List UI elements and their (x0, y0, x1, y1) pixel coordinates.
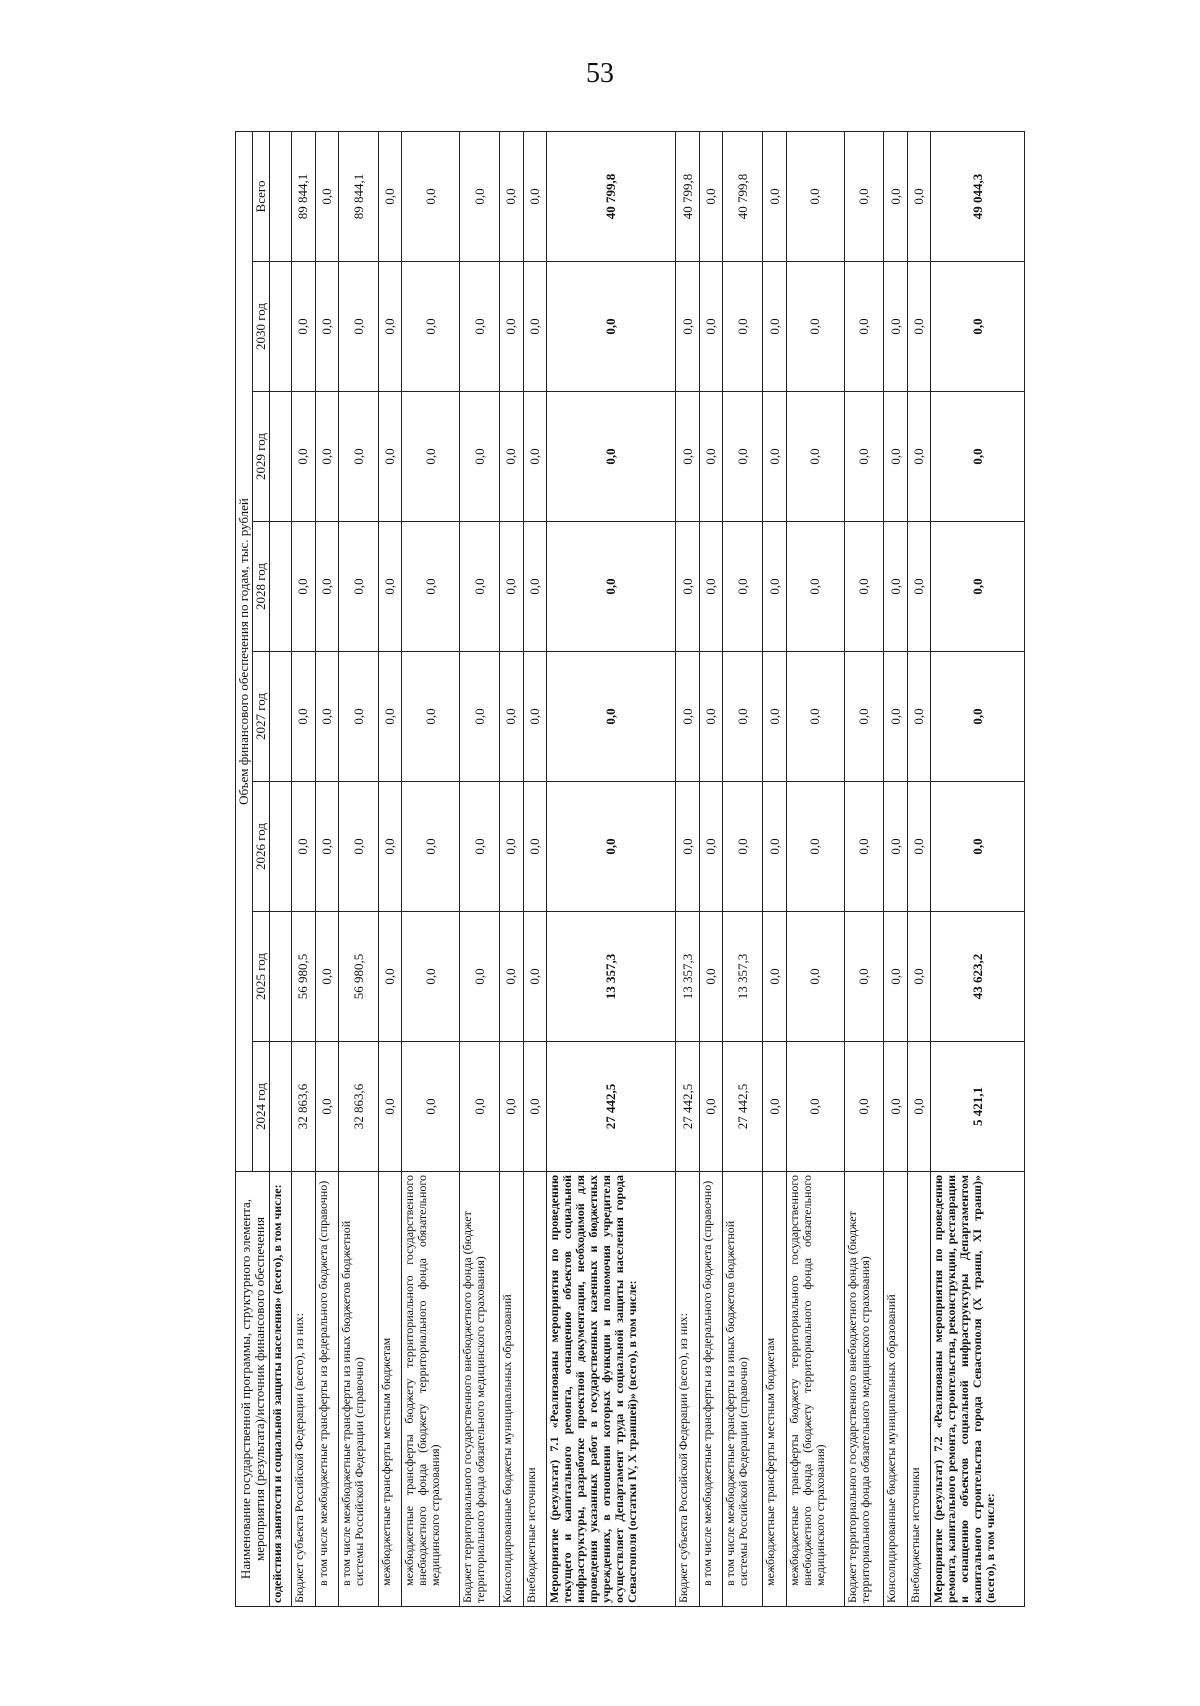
cell-year-value (270, 782, 292, 912)
cell-year-value: 56 980,5 (339, 912, 379, 1042)
cell-year-value: 0,0 (844, 782, 884, 912)
cell-year-value: 0,0 (676, 782, 700, 912)
table-row (884, 131, 908, 1606)
table-body (270, 131, 1025, 1606)
cell-year-value: 0,0 (699, 262, 723, 392)
cell-year-value: 0,0 (699, 522, 723, 652)
cell-year-value: 0,0 (723, 262, 763, 392)
cell-total: 0,0 (523, 131, 547, 261)
cell-year-value: 0,0 (931, 652, 1025, 782)
cell-year-value: 0,0 (460, 912, 500, 1042)
cell-year-value: 0,0 (339, 392, 379, 522)
cell-year-value: 0,0 (547, 262, 676, 392)
cell-year-value: 0,0 (699, 392, 723, 522)
row-source-name: межбюджетные трансферты бюджету территориального государственного внебюджетного фонда (бюджету территориального фонда обязательного медицинского страхования) (786, 1172, 844, 1607)
cell-year-value: 0,0 (763, 262, 787, 392)
header-year: 2027 год (253, 652, 270, 782)
cell-year-value: 0,0 (931, 262, 1025, 392)
cell-total: 0,0 (844, 131, 884, 261)
header-year: 2028 год (253, 522, 270, 652)
cell-year-value: 0,0 (378, 262, 402, 392)
cell-year-value: 0,0 (676, 652, 700, 782)
table-row (270, 131, 292, 1606)
cell-total: 0,0 (315, 131, 339, 261)
row-source-name: межбюджетные трансферты местным бюджетам (378, 1172, 402, 1607)
table-row (315, 131, 339, 1606)
cell-year-value: 0,0 (931, 782, 1025, 912)
cell-total: 0,0 (460, 131, 500, 261)
cell-year-value: 0,0 (907, 912, 931, 1042)
cell-year-value: 0,0 (315, 912, 339, 1042)
cell-total: 49 044,3 (931, 131, 1025, 261)
cell-year-value: 0,0 (763, 392, 787, 522)
cell-year-value: 0,0 (723, 392, 763, 522)
header-year: 2026 год (253, 782, 270, 912)
cell-year-value: 0,0 (699, 652, 723, 782)
cell-year-value: 0,0 (699, 912, 723, 1042)
cell-year-value (270, 652, 292, 782)
cell-year-value: 0,0 (786, 522, 844, 652)
cell-year-value: 0,0 (500, 912, 524, 1042)
cell-year-value (270, 522, 292, 652)
cell-year-value: 0,0 (339, 652, 379, 782)
page-number: 53 (586, 58, 614, 89)
cell-year-value: 0,0 (931, 522, 1025, 652)
table-row (339, 131, 379, 1606)
cell-year-value: 0,0 (402, 522, 460, 652)
cell-year-value: 0,0 (315, 652, 339, 782)
cell-total: 0,0 (699, 131, 723, 261)
cell-year-value: 0,0 (402, 262, 460, 392)
cell-total: 0,0 (378, 131, 402, 261)
cell-year-value: 0,0 (378, 1042, 402, 1172)
table-row (763, 131, 787, 1606)
table-row (699, 131, 723, 1606)
cell-year-value: 0,0 (523, 912, 547, 1042)
cell-year-value: 0,0 (676, 262, 700, 392)
cell-year-value: 0,0 (315, 392, 339, 522)
cell-year-value: 0,0 (884, 782, 908, 912)
cell-year-value: 0,0 (786, 392, 844, 522)
cell-year-value: 0,0 (378, 392, 402, 522)
cell-year-value: 0,0 (931, 392, 1025, 522)
header-total: Всего (253, 131, 270, 261)
table-row (723, 131, 763, 1606)
cell-year-value: 27 442,5 (547, 1042, 676, 1172)
cell-year-value: 0,0 (884, 392, 908, 522)
header-row-1 (236, 131, 253, 1606)
cell-year-value: 0,0 (402, 392, 460, 522)
table-row (460, 131, 500, 1606)
cell-year-value: 0,0 (402, 782, 460, 912)
row-source-name: содействия занятости и социальной защиты населения» (всего), в том числе: (270, 1172, 292, 1607)
cell-year-value: 0,0 (523, 392, 547, 522)
cell-year-value: 0,0 (844, 652, 884, 782)
row-source-name: Бюджет субъекта Российской Федерации (всего), из них: (292, 1172, 316, 1607)
cell-year-value (270, 1042, 292, 1172)
cell-year-value: 0,0 (315, 782, 339, 912)
cell-year-value: 0,0 (523, 782, 547, 912)
header-year: 2030 год (253, 262, 270, 392)
cell-year-value: 56 980,5 (292, 912, 316, 1042)
table-row (786, 131, 844, 1606)
row-source-name: Бюджет территориального государственного внебюджетного фонда (бюджет территориального фонда обязательного медицинского страхования) (460, 1172, 500, 1607)
row-source-name: в том числе межбюджетные трансферты из иных бюджетов бюджетной системы Российской Федерации (справочно) (339, 1172, 379, 1607)
table-row (523, 131, 547, 1606)
cell-total: 40 799,8 (676, 131, 700, 261)
cell-total: 0,0 (907, 131, 931, 261)
cell-year-value: 43 623,2 (931, 912, 1025, 1042)
cell-year-value: 0,0 (547, 392, 676, 522)
cell-year-value: 0,0 (523, 1042, 547, 1172)
cell-year-value: 0,0 (786, 1042, 844, 1172)
cell-year-value: 0,0 (884, 1042, 908, 1172)
cell-year-value: 0,0 (844, 392, 884, 522)
cell-year-value: 0,0 (884, 262, 908, 392)
cell-year-value: 0,0 (402, 1042, 460, 1172)
cell-year-value: 0,0 (500, 392, 524, 522)
cell-year-value: 0,0 (786, 912, 844, 1042)
table-row (547, 131, 676, 1606)
cell-year-value: 0,0 (460, 392, 500, 522)
cell-total (270, 131, 292, 261)
cell-year-value (270, 392, 292, 522)
row-source-name: Мероприятие (результат) 7.1 «Реализованы мероприятия по проведению текущего и капитального ремонта, оснащению объектов социальной инфраструктуры, разработке проектной документации, необходимой для проведения указанных работ в государственных казенных и бюджетных учреждениях, в отношении которых функции и полномочия учредителя осуществляет Департамент труда и социальной защиты населения города Севастополя (остатки IV, X траншей)» (всего), в том числе: (547, 1172, 676, 1607)
cell-year-value: 0,0 (884, 522, 908, 652)
cell-year-value: 27 442,5 (676, 1042, 700, 1172)
cell-year-value (270, 912, 292, 1042)
table-row (676, 131, 700, 1606)
cell-year-value: 0,0 (723, 782, 763, 912)
cell-total: 40 799,8 (547, 131, 676, 261)
header-year: 2029 год (253, 392, 270, 522)
cell-year-value: 0,0 (676, 522, 700, 652)
cell-year-value: 0,0 (786, 262, 844, 392)
cell-year-value: 32 863,6 (292, 1042, 316, 1172)
cell-year-value: 0,0 (844, 262, 884, 392)
cell-year-value: 0,0 (460, 262, 500, 392)
rotated-table-container (235, 132, 1025, 1607)
row-source-name: Внебюджетные источники (523, 1172, 547, 1607)
cell-total: 89 844,1 (339, 131, 379, 261)
table-row (931, 131, 1025, 1606)
cell-year-value: 13 357,3 (723, 912, 763, 1042)
cell-year-value: 0,0 (378, 652, 402, 782)
table-row (907, 131, 931, 1606)
row-source-name: Мероприятие (результат) 7.2 «Реализованы мероприятия по проведению ремонта, капитального ремонта, строительства, реконструкции, реставрации и оснащению объектов социальной инфраструктуры Департаментом капитального строительства города Севастополя (X транш, XI транш)» (всего), в том числе: (931, 1172, 1025, 1607)
cell-year-value: 13 357,3 (547, 912, 676, 1042)
row-source-name: Внебюджетные источники (907, 1172, 931, 1607)
cell-year-value: 0,0 (699, 1042, 723, 1172)
cell-year-value: 32 863,6 (339, 1042, 379, 1172)
row-source-name: межбюджетные трансферты местным бюджетам (763, 1172, 787, 1607)
cell-year-value: 0,0 (763, 912, 787, 1042)
cell-total: 0,0 (763, 131, 787, 261)
cell-year-value: 0,0 (500, 1042, 524, 1172)
cell-year-value: 0,0 (315, 1042, 339, 1172)
row-source-name: Бюджет субъекта Российской Федерации (всего), из них: (676, 1172, 700, 1607)
cell-year-value: 0,0 (763, 782, 787, 912)
cell-year-value: 0,0 (907, 392, 931, 522)
cell-year-value: 0,0 (547, 522, 676, 652)
cell-year-value: 0,0 (315, 522, 339, 652)
cell-year-value: 0,0 (292, 262, 316, 392)
cell-year-value: 0,0 (378, 912, 402, 1042)
cell-year-value: 0,0 (378, 522, 402, 652)
cell-year-value: 0,0 (523, 522, 547, 652)
cell-year-value (270, 262, 292, 392)
cell-year-value: 0,0 (292, 522, 316, 652)
cell-year-value: 0,0 (402, 912, 460, 1042)
cell-year-value: 0,0 (786, 782, 844, 912)
cell-year-value: 5 421,1 (931, 1042, 1025, 1172)
cell-year-value: 0,0 (763, 652, 787, 782)
cell-total: 0,0 (500, 131, 524, 261)
cell-year-value: 0,0 (844, 1042, 884, 1172)
header-name-column: Наименование государственной программы, структурного элемента, мероприятия (результата)/источник финансового обеспечения (236, 1172, 270, 1607)
cell-year-value: 0,0 (763, 522, 787, 652)
cell-year-value: 0,0 (523, 652, 547, 782)
row-source-name: в том числе межбюджетные трансферты из иных бюджетов бюджетной системы Российской Федерации (справочно) (723, 1172, 763, 1607)
cell-year-value: 0,0 (547, 652, 676, 782)
cell-total: 89 844,1 (292, 131, 316, 261)
cell-year-value: 0,0 (723, 652, 763, 782)
cell-year-value: 0,0 (500, 522, 524, 652)
table-row (402, 131, 460, 1606)
cell-year-value: 0,0 (907, 782, 931, 912)
cell-year-value: 13 357,3 (676, 912, 700, 1042)
table-row (500, 131, 524, 1606)
cell-year-value: 0,0 (460, 1042, 500, 1172)
cell-year-value: 0,0 (844, 912, 884, 1042)
cell-year-value: 0,0 (339, 262, 379, 392)
cell-total: 0,0 (884, 131, 908, 261)
cell-year-value: 0,0 (292, 782, 316, 912)
table-row (292, 131, 316, 1606)
cell-year-value: 0,0 (292, 652, 316, 782)
cell-year-value: 0,0 (460, 652, 500, 782)
cell-total: 40 799,8 (723, 131, 763, 261)
cell-year-value: 0,0 (884, 912, 908, 1042)
cell-year-value: 0,0 (315, 262, 339, 392)
cell-year-value: 0,0 (699, 782, 723, 912)
header-year: 2025 год (253, 912, 270, 1042)
cell-year-value: 0,0 (763, 1042, 787, 1172)
cell-year-value: 0,0 (500, 652, 524, 782)
cell-year-value: 0,0 (547, 782, 676, 912)
cell-total: 0,0 (786, 131, 844, 261)
cell-year-value: 0,0 (907, 522, 931, 652)
row-source-name: Бюджет территориального государственного внебюджетного фонда (бюджет территориального фонда обязательного медицинского страхования) (844, 1172, 884, 1607)
cell-year-value: 0,0 (786, 652, 844, 782)
cell-year-value: 0,0 (500, 782, 524, 912)
cell-year-value: 0,0 (460, 782, 500, 912)
cell-year-value: 0,0 (907, 262, 931, 392)
cell-year-value: 0,0 (460, 522, 500, 652)
financing-table (235, 131, 1025, 1607)
cell-year-value: 0,0 (676, 392, 700, 522)
cell-total: 0,0 (402, 131, 460, 261)
table-row (378, 131, 402, 1606)
header-volume: Объем финансового обеспечения по годам, тыс. рублей (236, 131, 253, 1171)
cell-year-value: 0,0 (907, 1042, 931, 1172)
cell-year-value: 0,0 (292, 392, 316, 522)
cell-year-value: 0,0 (907, 652, 931, 782)
row-source-name: Консолидированные бюджеты муниципальных образований (884, 1172, 908, 1607)
cell-year-value: 0,0 (339, 522, 379, 652)
cell-year-value: 0,0 (378, 782, 402, 912)
row-source-name: Консолидированные бюджеты муниципальных образований (500, 1172, 524, 1607)
cell-year-value: 0,0 (339, 782, 379, 912)
table-row (844, 131, 884, 1606)
cell-year-value: 0,0 (500, 262, 524, 392)
row-source-name: в том числе межбюджетные трансферты из федерального бюджета (справочно) (315, 1172, 339, 1607)
header-year: 2024 год (253, 1042, 270, 1172)
cell-year-value: 0,0 (402, 652, 460, 782)
cell-year-value: 0,0 (523, 262, 547, 392)
cell-year-value: 0,0 (723, 522, 763, 652)
cell-year-value: 27 442,5 (723, 1042, 763, 1172)
row-source-name: межбюджетные трансферты бюджету территориального государственного внебюджетного фонда (бюджету территориального фонда обязательного медицинского страхования) (402, 1172, 460, 1607)
cell-year-value: 0,0 (884, 652, 908, 782)
row-source-name: в том числе межбюджетные трансферты из федерального бюджета (справочно) (699, 1172, 723, 1607)
cell-year-value: 0,0 (844, 522, 884, 652)
